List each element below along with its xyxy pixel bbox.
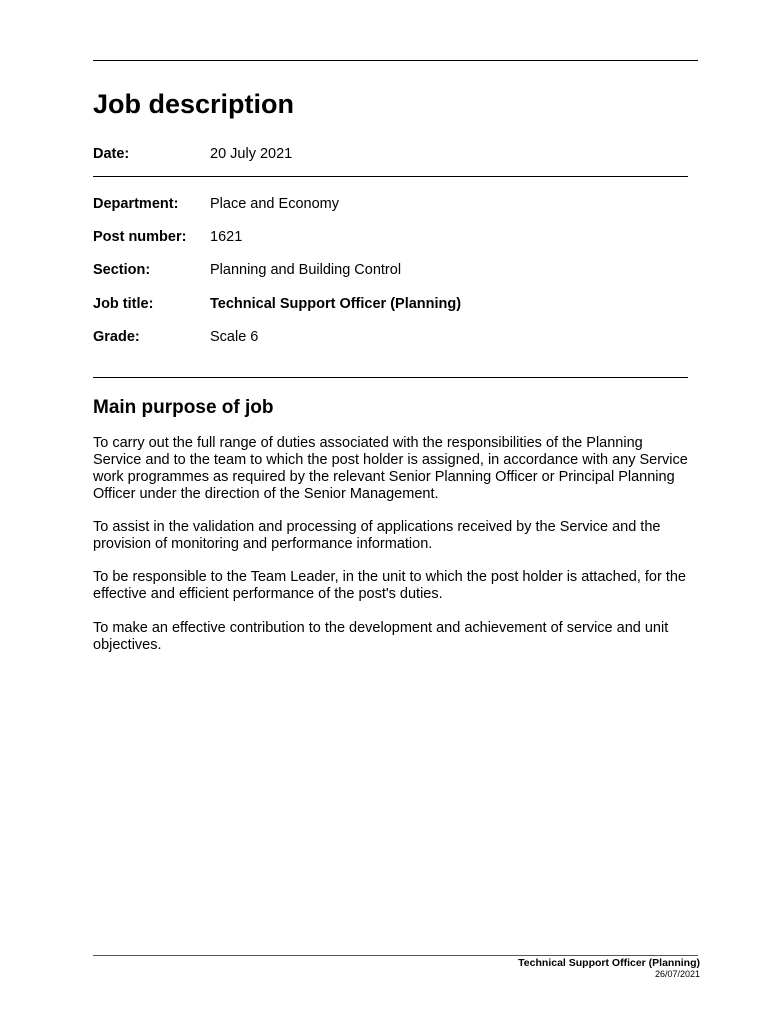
fields-divider — [93, 377, 688, 378]
main-purpose-heading: Main purpose of job — [93, 397, 274, 418]
date-value: 20 July 2021 — [210, 146, 293, 162]
date-label: Date: — [93, 146, 130, 162]
purpose-paragraph: To make an effective contribution to the development and achievement of service and unit objectives. — [93, 620, 669, 653]
job-title-value: Technical Support Officer (Planning) — [210, 296, 462, 312]
post-number-value: 1621 — [210, 229, 243, 245]
date-divider — [93, 176, 688, 177]
department-label: Department: — [93, 196, 179, 212]
department-value: Place and Economy — [210, 196, 339, 212]
section-value: Planning and Building Control — [210, 262, 402, 278]
grade-label: Grade: — [93, 329, 140, 345]
footer-job-title: Technical Support Officer (Planning) — [518, 957, 700, 969]
grade-value: Scale 6 — [210, 329, 259, 345]
job-title-label: Job title: — [93, 296, 154, 312]
footer-date: 26/07/2021 — [654, 969, 700, 979]
purpose-paragraph: To assist in the validation and processing of applications received by the Service and the provision of monitoring and performance information. — [93, 519, 661, 552]
footer-divider — [93, 955, 698, 956]
top-divider — [93, 60, 698, 61]
post-number-label: Post number: — [93, 229, 187, 245]
section-label: Section: — [93, 262, 151, 278]
page-title: Job description — [93, 89, 295, 119]
purpose-paragraph: To be responsible to the Team Leader, in the unit to which the post holder is attached, for the effective and efficient performance of the post's duties. — [93, 569, 686, 602]
purpose-paragraph: To carry out the full range of duties associated with the responsibilities of the Planning Service and to the team to which the post holder is assigned, in accordance with any Service work programmes as required by the relevant Senior Planning Officer or Principal Planning Officer under the direction of the Senior Management. — [93, 435, 688, 502]
